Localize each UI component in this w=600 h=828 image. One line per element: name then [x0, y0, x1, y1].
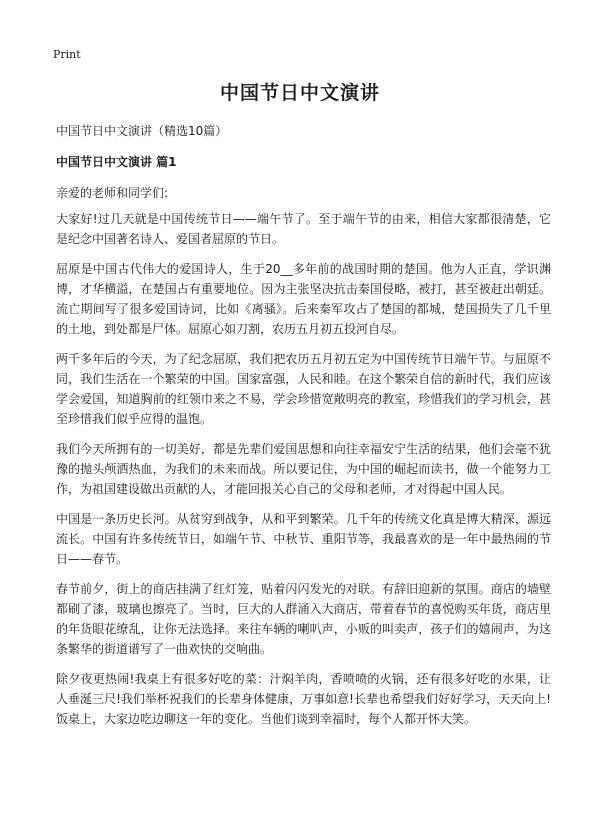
page-title: 中国节日中文演讲 [219, 82, 380, 104]
section-heading: 中国节日中文演讲 篇1 [56, 155, 177, 169]
paragraph: 春节前夕，街上的商店挂满了红灯笼，贴着闪闪发光的对联。有辞旧迎新的氛围。商店的墙壁都刷了漆，玻璃也擦亮了。当时，巨大的人群涌入大商店，带着春节的喜悦购买年货，商店里的年货眼花缭乱，让你无法选择。来往车辆的喇叭声，小贩的叫卖声，孩子们的嬉闹声，为这条繁华的街道谱写了一曲欢快的交响曲。 [56, 582, 551, 656]
article-body [56, 209, 551, 739]
paragraph: 除夕夜更热闹!我桌上有很多好吃的菜：汁焖羊肉，香喷喷的火锅，还有很多好吃的水果，让人垂涎三尺!我们举杯祝我们的长辈身体健康，万事如意!长辈也希望我们好好学习，天天向上!饭桌上，大家边吃边聊这一年的变化。当他们谈到幸福时，每个人都开怀大笑。 [56, 672, 551, 726]
paragraph: 中国是一条历史长河。从贫穷到战争，从和平到繁荣。几千年的传统文化真是博大精深，源远流长。中国有许多传统节日，如端午节、中秋节、重阳节等，我最喜欢的是一年中最热闹的节日——春节。 [56, 512, 551, 566]
document-subtitle: 中国节日中文演讲（精选10篇） [56, 124, 228, 138]
salutation: 亲爱的老师和同学们: [56, 186, 169, 200]
paragraph: 我们今天所拥有的一切美好，都是先辈们爱国思想和向往幸福安宁生活的结果，他们会毫不犹豫的抛头颅洒热血，为我们的未来而战。所以要记住，为中国的崛起而读书，做一个能努力工作，为祖国建设做出贡献的人，才能回报关心自己的父母和老师，才对得起中国人民。 [56, 442, 551, 496]
paragraph: 屈原是中国古代伟大的爱国诗人，生于20__多年前的战国时期的楚国。他为人正直，学识渊博，才华横溢，在楚国占有重要地位。因为主张坚决抗击秦国侵略，被打，甚至被赶出朝廷。流亡期间写了很多爱国诗词，比如《离骚》。后来秦军攻占了楚国的都城，楚国损失了几千里的土地，到处都是尸体。屈原心如刀割，农历五月初五投河自尽。 [56, 262, 551, 336]
paragraph: 两千多年后的今天，为了纪念屈原，我们把农历五月初五定为中国传统节日端午节。与屈原不同，我们生活在一个繁荣的中国。国家富强，人民和睦。在这个繁荣自信的新时代，我们应该学会爱国，知道胸前的红领巾来之不易，学会珍惜宽敞明亮的教室，珍惜我们的学习机会，甚至珍惜我们似乎应得的温饱。 [56, 352, 551, 426]
paragraph: 大家好!过几天就是中国传统节日——端午节了。至于端午节的由来，相信大家都很清楚，它是纪念中国著名诗人、爱国者屈原的节日。 [56, 212, 551, 246]
print-link[interactable]: Print [53, 48, 81, 61]
